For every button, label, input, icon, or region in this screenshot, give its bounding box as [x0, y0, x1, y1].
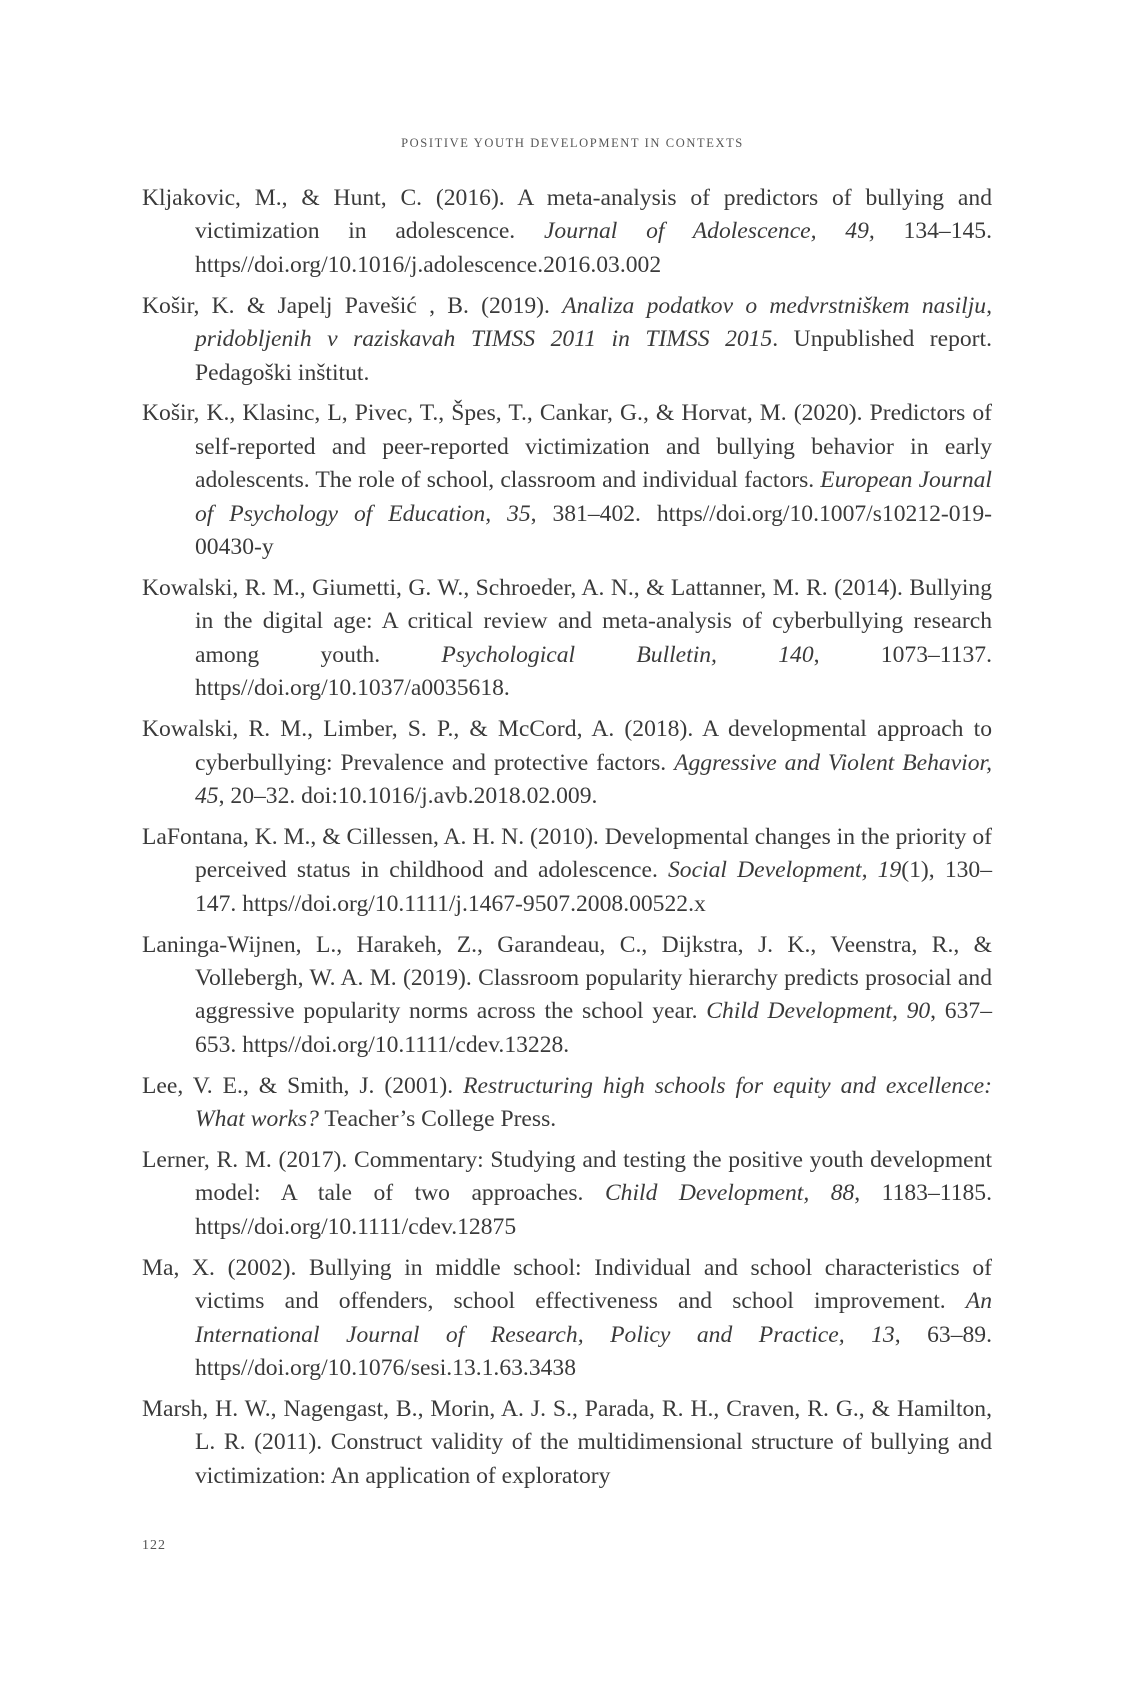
reference-details: , 1073–1137. https//doi.org/10.1037/a0035618. [195, 641, 992, 702]
reference-details: , 1183–1185. https//doi.org/10.1111/cdev.12875 [195, 1180, 992, 1240]
reference-text: Laninga-Wijnen, L., Harakeh, Z., Garandeau, C., Dijkstra, J. K., Veenstra, R., & Vollebergh, W. A. M. (2019). Classroom popularity hierarchy predicts prosocial and aggressive popularity norms across the school year. [142, 931, 992, 1025]
reference-source: Child Development, 88 [604, 1180, 855, 1207]
reference-source: European Journal of Psychology of Education, 35 [195, 467, 992, 527]
reference-text: Lee, V. E., & Smith, J. (2001). [142, 1072, 464, 1099]
page-number: 122 [142, 1538, 166, 1553]
reference-details: . Unpublished report. Pedagoški inštitut. [195, 326, 992, 386]
reference-entry [142, 397, 992, 564]
reference-details: , 381–402. https//doi.org/10.1007/s10212-019-00430-y [195, 500, 992, 561]
reference-source: Aggressive and Violent Behavior, 45 [195, 749, 992, 809]
reference-source: Child Development, 90 [706, 998, 931, 1025]
reference-details: , 20–32. doi:10.1016/j.avb.2018.02.009. [218, 782, 598, 809]
reference-entry [142, 929, 992, 1063]
reference-text: Lerner, R. M. (2017). Commentary: Studying and testing the positive youth development model: A tale of two approaches. [142, 1146, 992, 1207]
reference-text: Kowalski, R. M., Limber, S. P., & McCord, A. (2018). A developmental approach to cyberbullying: Prevalence and protective factors. [142, 716, 992, 776]
reference-details: Teacher’s College Press. [318, 1106, 557, 1133]
reference-entry [142, 713, 992, 813]
reference-text: Kljakovic, M., & Hunt, C. (2016). A meta-analysis of predictors of bullying and victimization in adolescence. [142, 185, 992, 245]
reference-text: Ma, X. (2002). Bullying in middle school: Individual and school characteristics of victims and offenders, school effectiveness and school improvement. [142, 1254, 992, 1315]
reference-entry [142, 182, 992, 282]
reference-entry [142, 1252, 992, 1386]
reference-text: Košir, K. & Japelj Pavešić , B. (2019). [142, 292, 563, 319]
reference-details: (1), 130–147. https//doi.org/10.1111/j.1467-9507.2008.00522.x [195, 857, 993, 917]
reference-text: Marsh, H. W., Nagengast, B., Morin, A. J. S., Parada, R. H., Craven, R. G., & Hamilton, L. R. (2011). Construct validity of the multidimensional structure of bullying and victimization: An application of exploratory [142, 1395, 992, 1489]
reference-text: Košir, K., Klasinc, L, Pivec, T., Špes, T., Cankar, G., & Horvat, M. (2020). Predictors of self-reported and peer-reported victimization and bullying behavior in early adolescents. The role of school, classroom and individual factors. [142, 400, 992, 494]
reference-entry [142, 290, 992, 390]
reference-entry [142, 1070, 992, 1137]
reference-text: LaFontana, K. M., & Cillessen, A. H. N. (2010). Developmental changes in the priority of perceived status in childhood and adolescence. [142, 823, 992, 884]
reference-source: Social Development, 19 [668, 857, 902, 884]
reference-source: Analiza podatkov o medvrstniškem nasilju, pridobljenih v raziskavah TIMSS 2011 in TIMSS 2015 [195, 292, 992, 353]
reference-source: Psychological Bulletin, 140 [441, 641, 814, 668]
reference-source: Journal of Adolescence, 49, [543, 218, 875, 245]
running-header: POSITIVE YOUTH DEVELOPMENT IN CONTEXTS [401, 136, 744, 150]
reference-entry [142, 1144, 992, 1244]
reference-entry [142, 572, 992, 706]
reference-source: Restructuring high schools for equity and excellence: What works? [195, 1072, 992, 1133]
reference-details: 134–145. https//doi.org/10.1016/j.adolescence.2016.03.002 [195, 218, 992, 278]
reference-details: , 637–653. https//doi.org/10.1111/cdev.13228. [195, 998, 992, 1058]
reference-source: An International Journal of Research, Policy and Practice, 13 [195, 1288, 992, 1348]
reference-entry [142, 1393, 992, 1493]
reference-text: Kowalski, R. M., Giumetti, G. W., Schroeder, A. N., & Lattanner, M. R. (2014). Bullying in the digital age: A critical review and meta-analysis of cyberbullying research among youth. [142, 574, 992, 668]
reference-entry [142, 821, 992, 921]
reference-details: , 63–89. https//doi.org/10.1076/sesi.13.1.63.3438 [195, 1321, 992, 1381]
reference-list [142, 182, 992, 1501]
